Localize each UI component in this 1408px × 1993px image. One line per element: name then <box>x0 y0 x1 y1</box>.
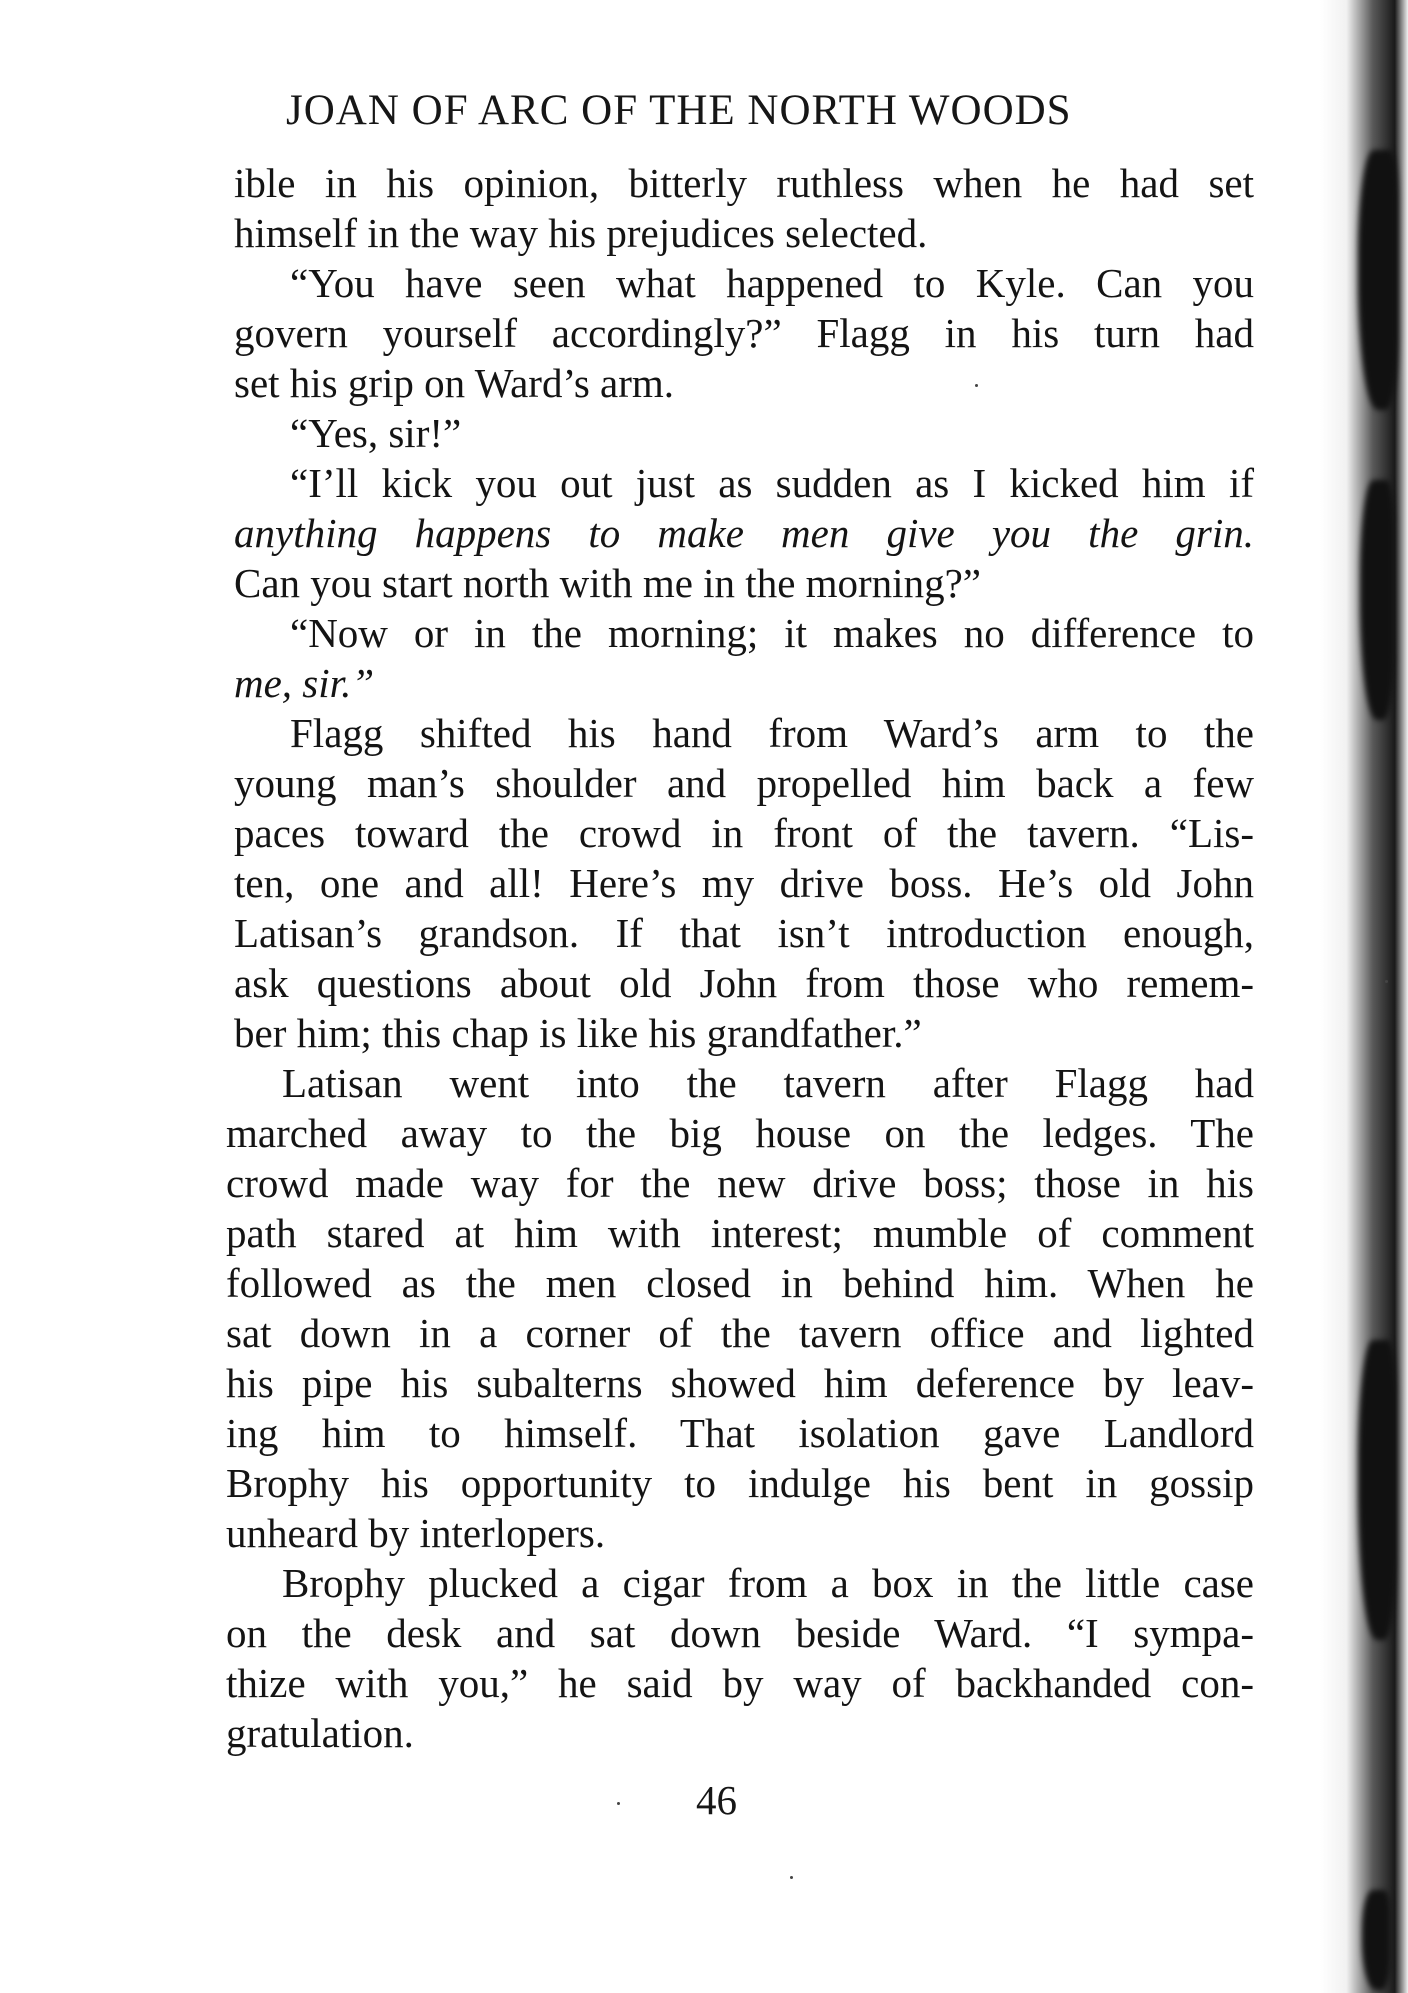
text-line: Latisan went into the tavern after Flagg had <box>282 1060 1254 1106</box>
text-line: Brophy plucked a cigar from a box in the little case <box>282 1560 1254 1606</box>
text-line: Latisan’s grandson. If that isn’t introduction enough, <box>234 910 1254 956</box>
text-line: unheard by interlopers. <box>226 1510 606 1556</box>
binding-blot <box>1358 150 1398 410</box>
text-line: path stared at him with interest; mumble of comment <box>226 1210 1254 1256</box>
binding-blot <box>1362 1890 1390 1990</box>
text-line: young man’s shoulder and propelled him back a few <box>234 760 1254 806</box>
text-line: on the desk and sat down beside Ward. “I sympa- <box>226 1610 1254 1656</box>
text-line: Flagg shifted his hand from Ward’s arm to the <box>290 710 1254 756</box>
text-line: marched away to the big house on the ledges. The <box>226 1110 1254 1156</box>
text-line: followed as the men closed in behind him. When he <box>226 1260 1254 1306</box>
text-line: ible in his opinion, bitterly ruthless when he had set <box>234 160 1254 206</box>
text-line: ing him to himself. That isolation gave Landlord <box>226 1410 1254 1456</box>
text-line: Brophy his opportunity to indulge his bent in gossip <box>226 1460 1254 1506</box>
text-line: “Now or in the morning; it makes no difference to <box>290 610 1254 656</box>
binding-blot <box>1358 1340 1396 1640</box>
text-line: crowd made way for the new drive boss; those in his <box>226 1160 1254 1206</box>
text-line: “I’ll kick you out just as sudden as I kicked him if <box>290 460 1254 506</box>
scan-speck <box>617 1802 620 1805</box>
text-line: his pipe his subalterns showed him deference by leav- <box>226 1360 1254 1406</box>
text-line: me, sir.” <box>234 660 375 706</box>
text-line: govern yourself accordingly?” Flagg in his turn had <box>234 310 1254 356</box>
scan-speck <box>790 1876 793 1879</box>
scan-speck <box>1385 980 1388 983</box>
text-line: ask questions about old John from those who remem- <box>234 960 1254 1006</box>
scan-speck <box>975 384 978 387</box>
text-line: anything happens to make men give you the grin. <box>234 510 1254 556</box>
running-head: JOAN OF ARC OF THE NORTH WOODS <box>286 87 1072 134</box>
text-line: thize with you,” he said by way of backhanded con- <box>226 1660 1254 1706</box>
text-line: Can you start north with me in the morning?” <box>234 560 981 606</box>
text-line: gratulation. <box>226 1710 414 1756</box>
text-line: “You have seen what happened to Kyle. Can you <box>290 260 1254 306</box>
text-line: sat down in a corner of the tavern office and lighted <box>226 1310 1254 1356</box>
text-line: ten, one and all! Here’s my drive boss. He’s old John <box>234 860 1254 906</box>
binding-blot <box>1360 480 1394 720</box>
page-number: 46 <box>696 1777 737 1823</box>
text-line: “Yes, sir!” <box>290 410 462 456</box>
text-line: ber him; this chap is like his grandfather.” <box>234 1010 922 1056</box>
text-line: set his grip on Ward’s arm. <box>234 360 675 406</box>
body-text <box>226 158 1254 1758</box>
text-line: himself in the way his prejudices selected. <box>234 210 928 256</box>
text-line: paces toward the crowd in front of the tavern. “Lis- <box>234 810 1254 856</box>
